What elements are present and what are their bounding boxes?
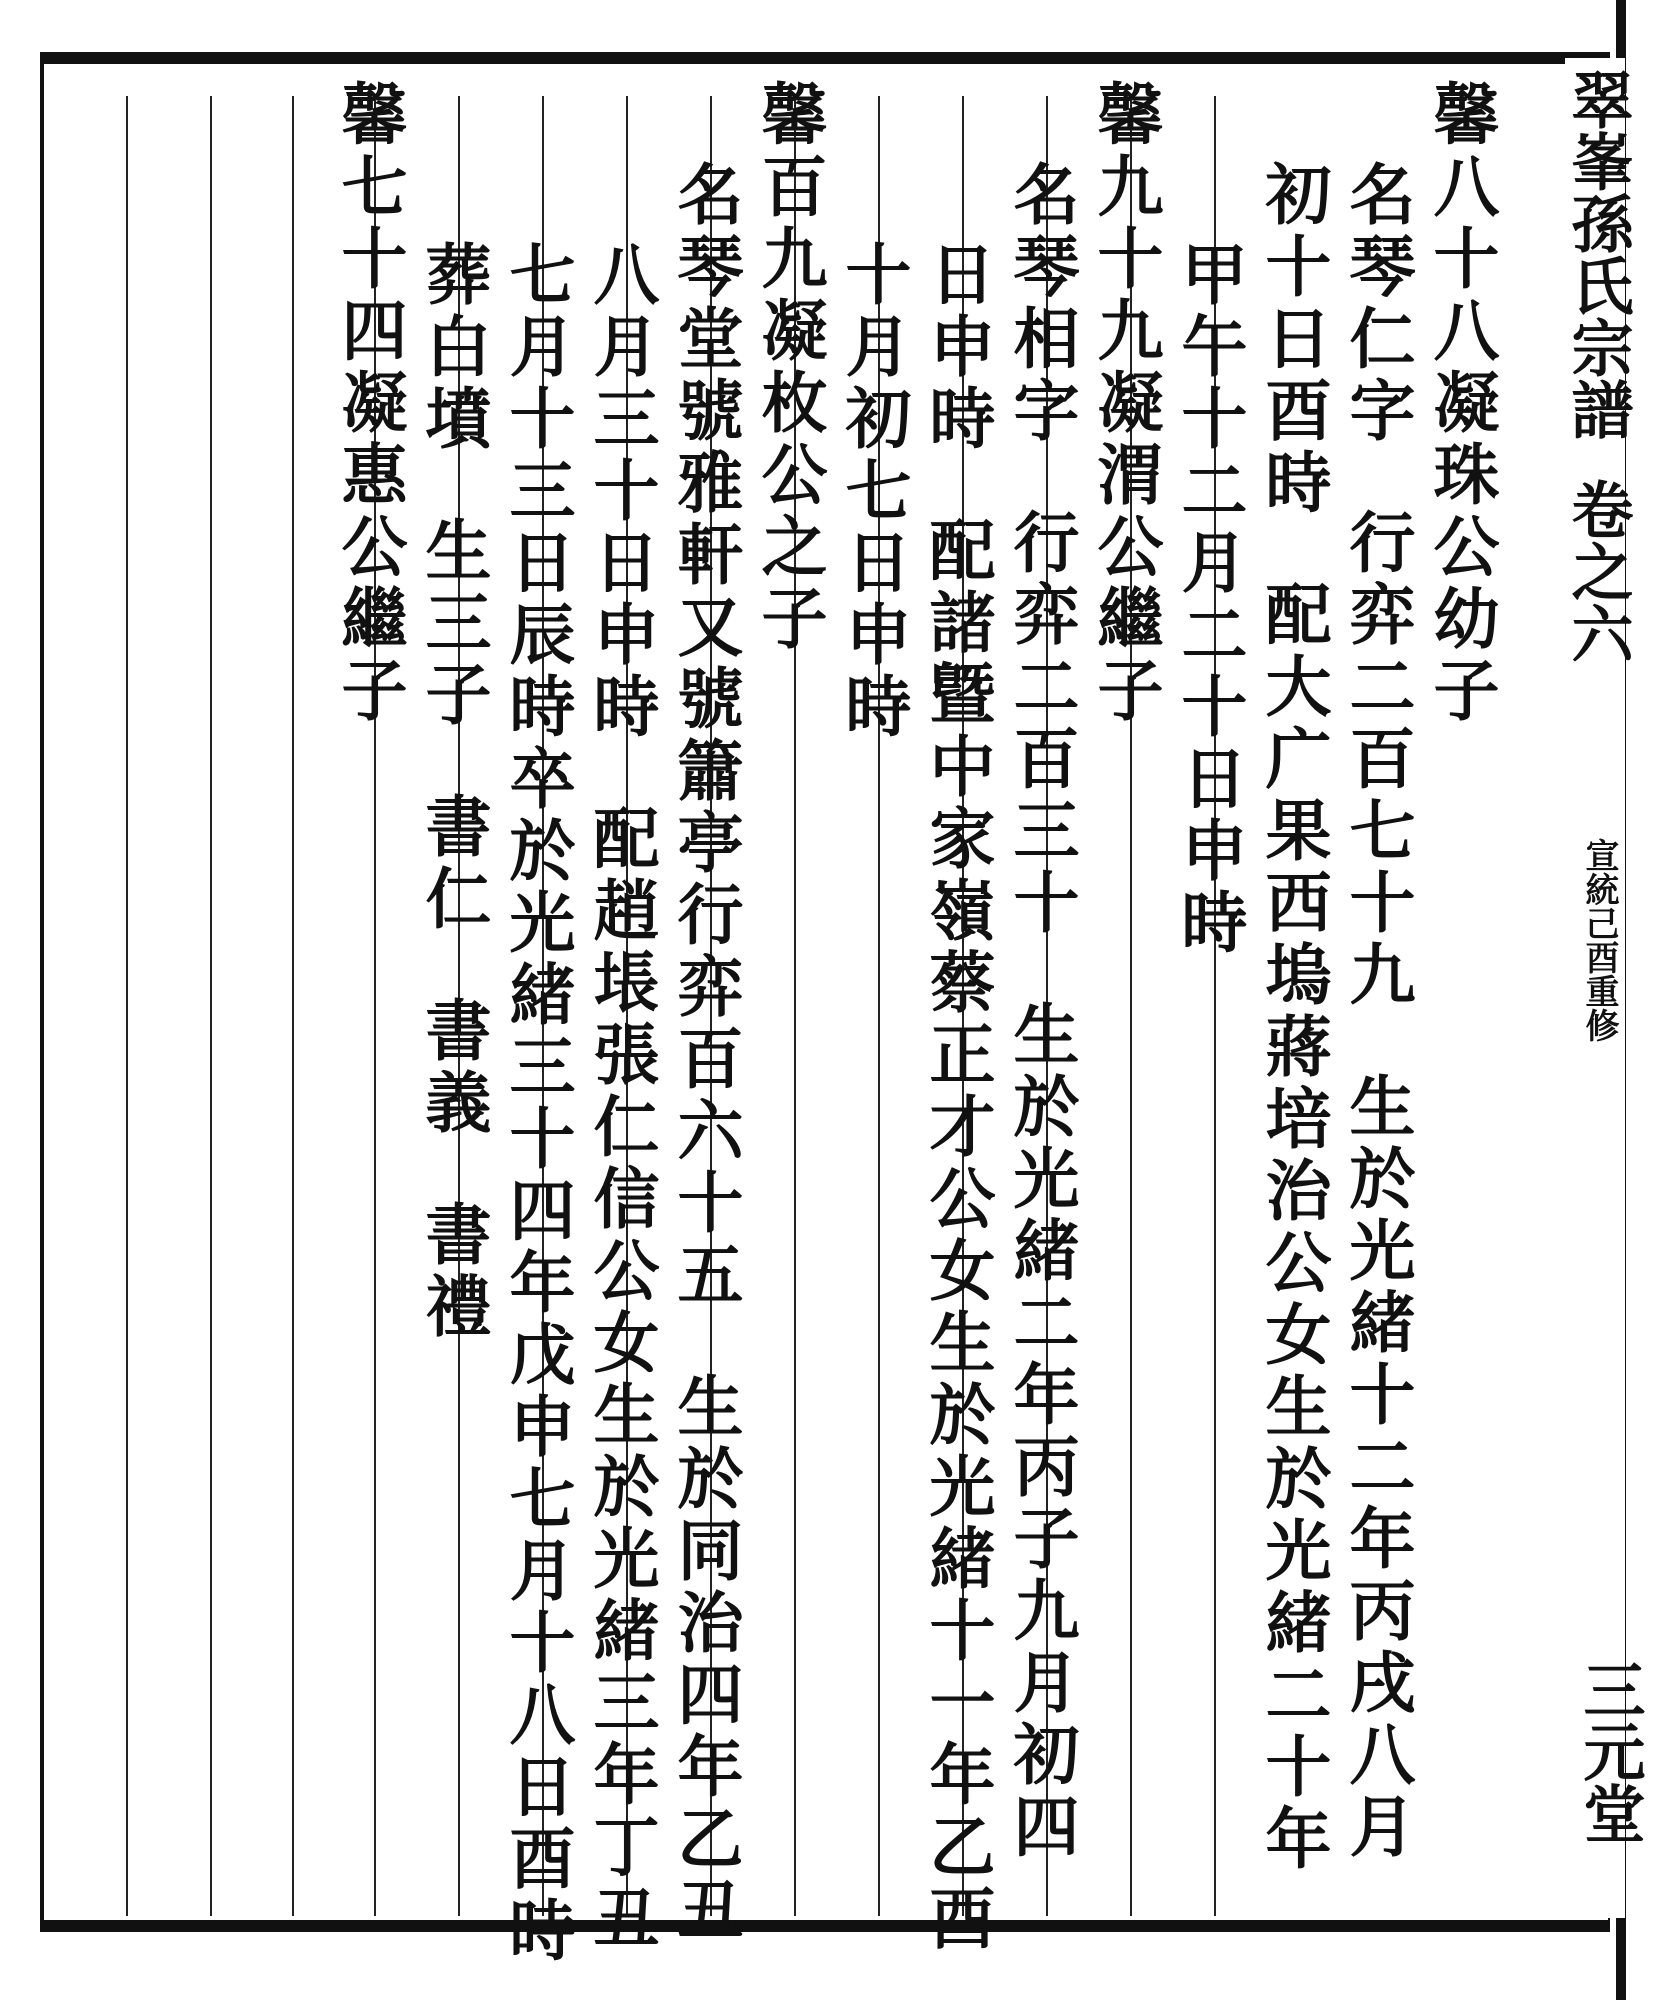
- text-column: [410, 240, 496, 1344]
- column-text: 十月初七日申時: [834, 240, 912, 744]
- column-text: 書仁: [414, 792, 492, 936]
- column-text: 配趙㙊張仁信公女生於光緒三年丁丑: [582, 804, 660, 1956]
- text-column: [1334, 160, 1420, 1864]
- text-column: [578, 240, 664, 1956]
- text-column: [1418, 80, 1504, 728]
- column-text: 書義: [414, 996, 492, 1140]
- text-column: [1166, 240, 1252, 960]
- column-text: 甲午十二月二十日申時: [1170, 240, 1248, 960]
- column-text: 行弈二百七十九: [1338, 508, 1416, 1012]
- column-text: 名琴相字: [1002, 160, 1080, 448]
- column-text: 生三子: [414, 516, 492, 732]
- volume-label: 卷之六: [1561, 478, 1634, 664]
- text-column: [1082, 80, 1168, 728]
- column-text: 七月十三日辰時卒於光緒三十四年戊申七月十八日酉時: [498, 240, 576, 1968]
- column-text: 生於同治四年乙丑: [666, 1372, 744, 1948]
- column-text: 行弈二百三十: [1002, 508, 1080, 940]
- column-text: 生於光緒十二年丙戌八月: [1338, 1072, 1416, 1864]
- text-column: [998, 160, 1084, 1864]
- title-strip: [1561, 58, 1646, 1918]
- column-text: 書禮: [414, 1200, 492, 1344]
- book-title: 翠峯孫氏宗譜: [1561, 68, 1634, 440]
- column-text: 配大广果西塢蔣培治公女生於光緒二十年: [1254, 580, 1332, 1876]
- column-text: 名琴仁字: [1338, 160, 1416, 448]
- text-column: [914, 240, 1000, 1956]
- column-text: 馨七十四凝惠公繼子: [330, 80, 408, 728]
- edition-note: 宣統己酉重修: [1579, 838, 1619, 1042]
- column-text: 馨百九凝枚公之子: [750, 80, 828, 656]
- text-column: [746, 80, 832, 656]
- text-column: [326, 80, 412, 728]
- column-text: 配諸曁中家嶺蔡正才公女生於光緒十一年乙酉: [918, 516, 996, 1956]
- text-column: [494, 240, 580, 1968]
- column-text: 名琴堂號雅軒又號簫亭行弈百六十五: [666, 160, 744, 1312]
- column-rule: [292, 96, 294, 1916]
- column-text: 生於光緒二年丙子九月初四: [1002, 1000, 1080, 1864]
- column-rule: [126, 96, 128, 1916]
- column-text: 馨九十九凝渭公繼子: [1086, 80, 1164, 728]
- column-text: 葬白墳: [414, 240, 492, 456]
- hall-name: 三元堂: [1573, 1658, 1646, 1844]
- column-text: 八月三十日申時: [582, 240, 660, 744]
- column-text: 馨八十八凝珠公幼子: [1422, 80, 1500, 728]
- column-text: 日申時: [918, 240, 996, 456]
- text-column: [1250, 160, 1336, 1876]
- text-column: [830, 240, 916, 744]
- column-text: 初十日酉時: [1254, 160, 1332, 520]
- column-rule: [210, 96, 212, 1916]
- text-column: [662, 160, 748, 1948]
